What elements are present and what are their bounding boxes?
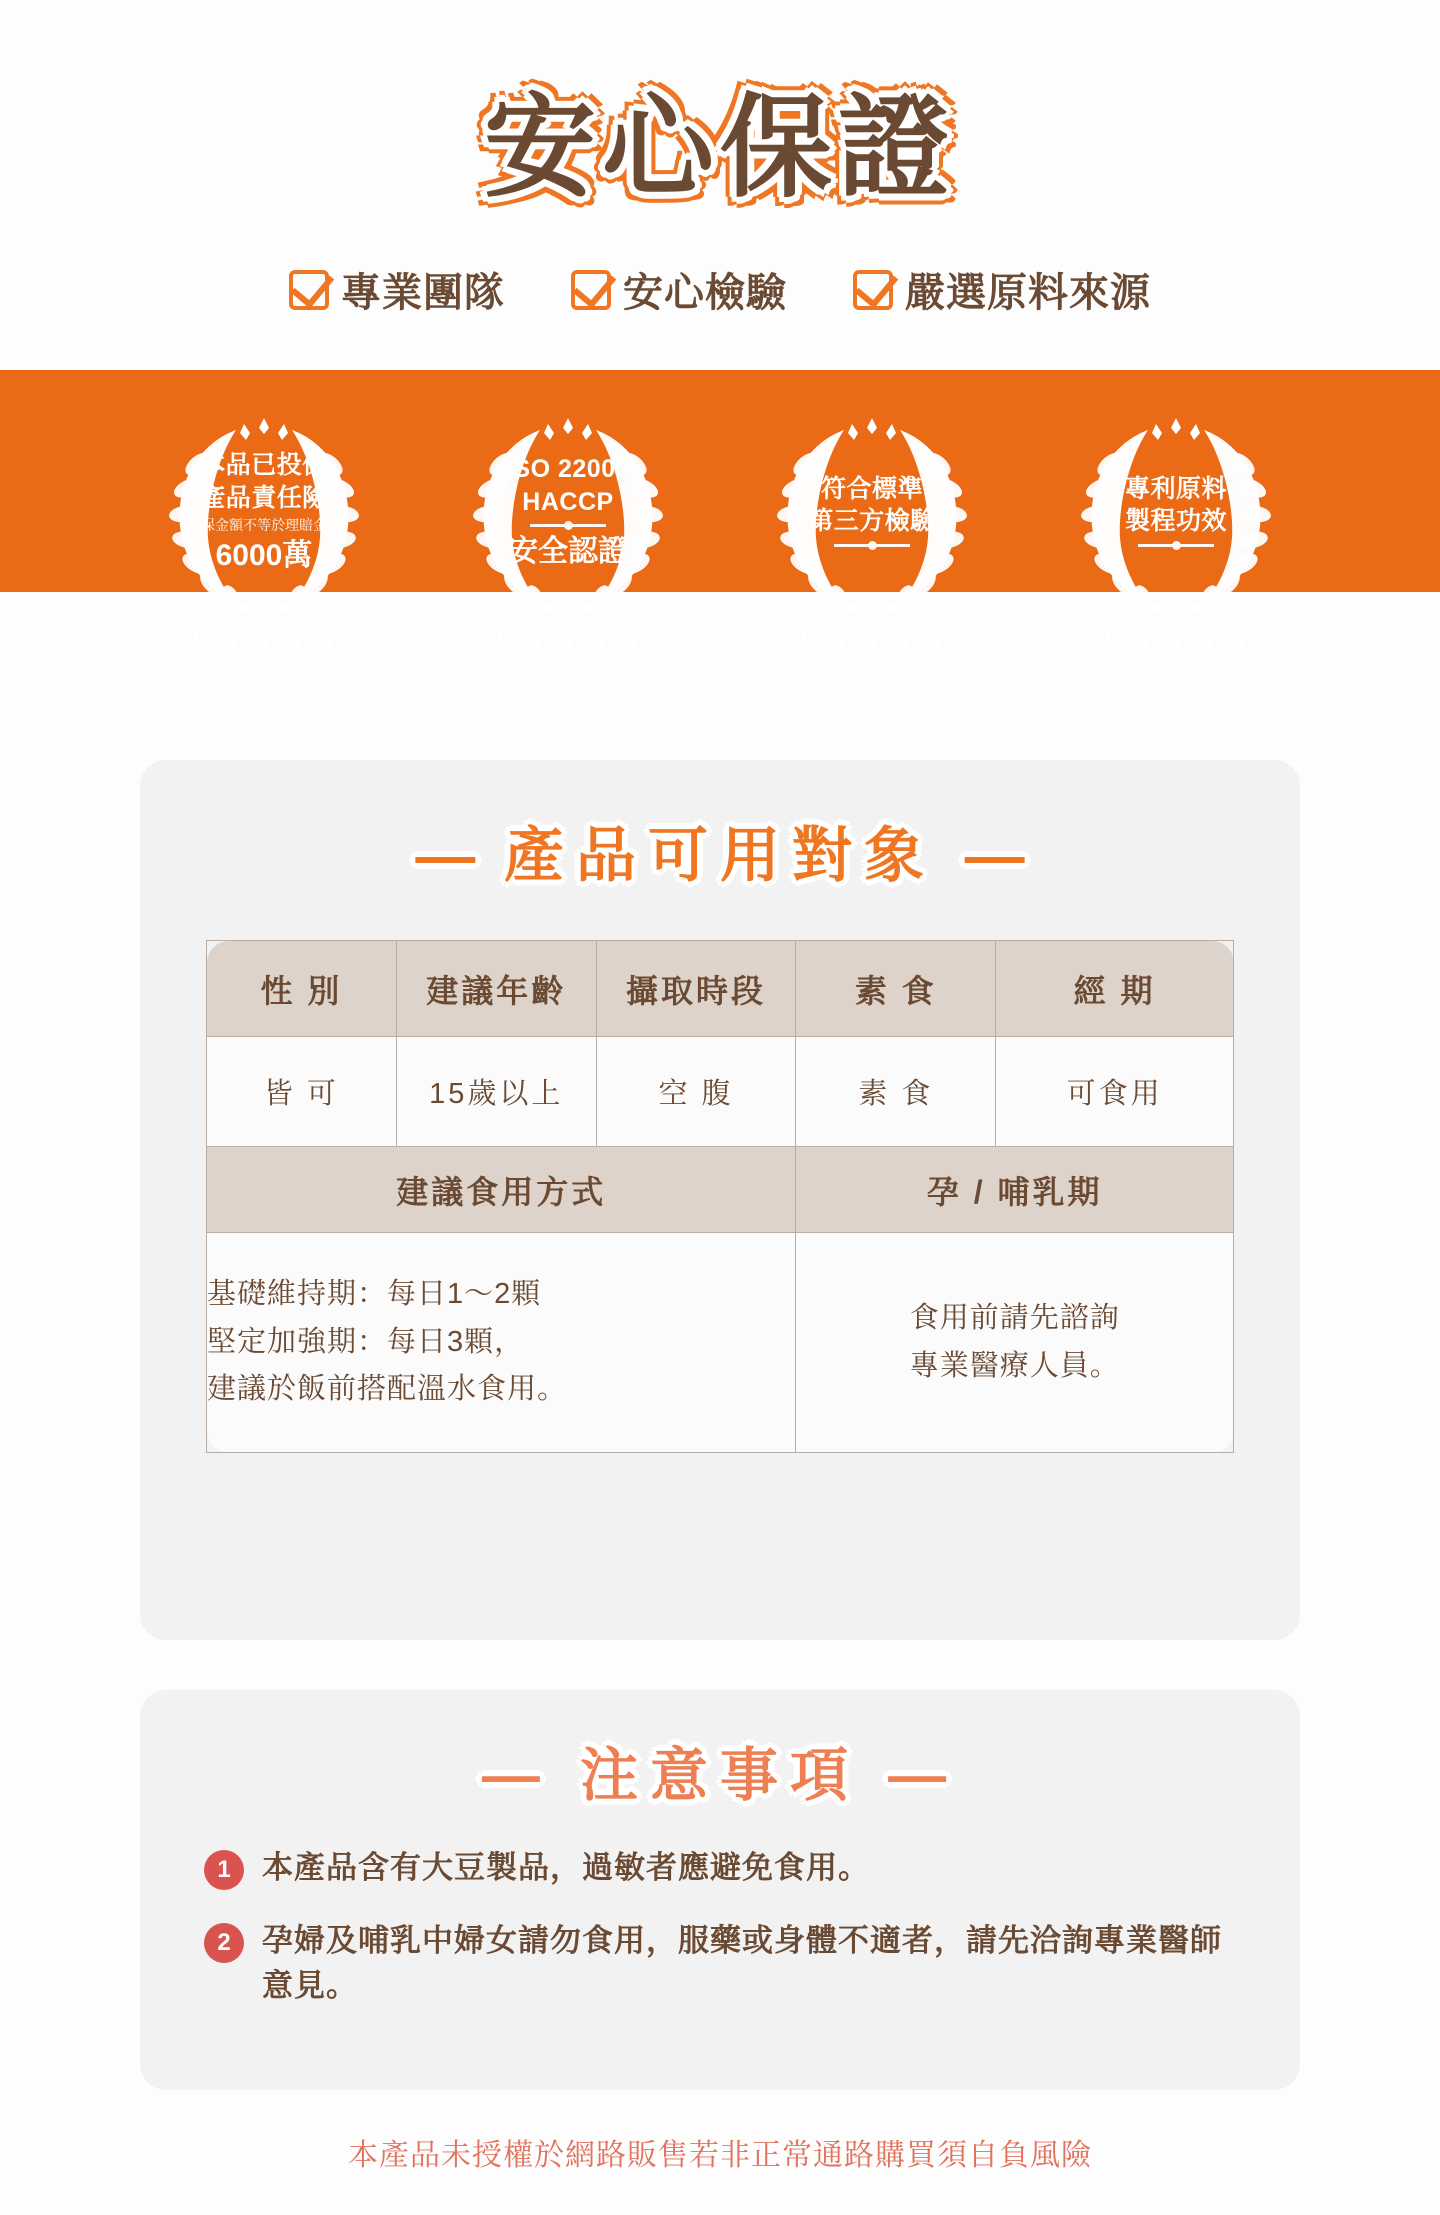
title-dash-left: — — [481, 1743, 552, 1808]
usage-line: 建議於飯前搭配溫水食用。 — [207, 1373, 568, 1406]
notice-number-badge: 2 — [204, 1923, 244, 1963]
notice-list — [140, 1846, 1300, 2009]
check-label: 專業團隊 — [341, 271, 505, 315]
badge-text — [1086, 473, 1266, 552]
star-rating: ★★★★★ — [790, 624, 954, 659]
badge-insurance — [128, 402, 400, 660]
list-item — [204, 1846, 1236, 1891]
divider — [530, 524, 606, 527]
badge-text — [174, 449, 354, 574]
header-section — [0, 0, 1440, 318]
star-rating: ★★★★★ — [1094, 624, 1258, 659]
table-cell: 可食用 — [996, 1037, 1234, 1147]
title-dash-right: — — [964, 822, 1025, 889]
table-row — [207, 1037, 1234, 1147]
product-target-table — [206, 940, 1234, 1453]
usage-cell — [207, 1233, 796, 1453]
pregnancy-cell — [796, 1233, 1234, 1453]
badge-line1: ISO 22000 — [505, 455, 631, 483]
badge-small: 投保金額不等於理賠金額 — [187, 517, 341, 534]
usage-line: 堅定加強期：每日3顆， — [207, 1325, 525, 1358]
table-header-cell: 性 別 — [207, 941, 397, 1037]
table-header-cell: 素 食 — [796, 941, 996, 1037]
badge-patent — [1040, 402, 1312, 660]
table-cell: 15歲以上 — [396, 1037, 596, 1147]
divider — [1138, 544, 1214, 547]
table-cell: 素 食 — [796, 1037, 996, 1147]
pregnancy-line: 食用前請先諮詢 — [909, 1301, 1120, 1334]
badge-line2: 產品責任險 — [200, 483, 328, 512]
notice-title — [140, 1690, 1300, 1812]
badge-text — [478, 453, 658, 571]
check-icon — [289, 270, 329, 310]
wreath-icon — [440, 402, 696, 622]
star-rating: ★★★★★ — [182, 624, 346, 659]
table-subheader-cell: 孕 / 哺乳期 — [796, 1147, 1234, 1233]
title-text: 產品可用對象 — [504, 822, 936, 889]
title-dash-right: — — [888, 1743, 959, 1808]
badge-line1: 符合標準 — [820, 474, 923, 503]
table-row-header — [207, 941, 1234, 1037]
table-cell: 皆 可 — [207, 1037, 397, 1147]
wreath-icon — [1048, 402, 1304, 622]
notice-text: 孕婦及哺乳中婦女請勿食用，服藥或身體不適者，請先洽詢專業醫師意見。 — [262, 1922, 1222, 2003]
table-subheader-cell: 建議食用方式 — [207, 1147, 796, 1233]
table-header-cell: 建議年齡 — [396, 941, 596, 1037]
check-icon — [571, 270, 611, 310]
notice-card — [140, 1690, 1300, 2090]
wreath-icon — [136, 402, 392, 622]
badge-line1: 本品已投保 — [200, 451, 328, 480]
check-label: 安心檢驗 — [623, 271, 787, 315]
check-icon — [853, 270, 893, 310]
notice-text: 本產品含有大豆製品，過敏者應避免食用。 — [262, 1850, 870, 1885]
table-header-cell: 經 期 — [996, 941, 1234, 1037]
table-row-note — [207, 1233, 1234, 1453]
table-cell: 空 腹 — [596, 1037, 796, 1147]
check-list — [0, 261, 1440, 318]
title-text: 注意事項 — [579, 1743, 860, 1808]
check-item-2 — [853, 261, 1151, 318]
badge-line2: 製程功效 — [1124, 507, 1227, 535]
card-title — [140, 760, 1300, 894]
badge-text — [782, 473, 962, 552]
star-rating: ★★★★★ — [486, 624, 650, 659]
badge-iso — [432, 402, 704, 660]
badge-line2: HACCP — [522, 487, 614, 516]
usage-line: 基礎維持期：每日1～2顆 — [207, 1277, 542, 1310]
list-item — [204, 1919, 1236, 2009]
footer-note: 本產品未授權於網路販售若非正常通路購買須自負風險 — [348, 2139, 1092, 2172]
divider — [834, 544, 910, 547]
check-label: 嚴選原料來源 — [905, 271, 1151, 315]
product-target-card — [140, 760, 1300, 1640]
badge-thirdparty — [736, 402, 1008, 660]
wreath-icon — [744, 402, 1000, 622]
table-row-subheader — [207, 1147, 1234, 1233]
badge-line2: 第三方檢驗 — [808, 507, 936, 535]
badge-big: 6000萬 — [215, 538, 313, 572]
notice-number-badge: 1 — [204, 1850, 244, 1890]
table-header-cell: 攝取時段 — [596, 941, 796, 1037]
badge-row — [0, 402, 1440, 660]
title-dash-left: — — [415, 822, 476, 889]
badge-line1: 專利原料 — [1124, 474, 1227, 503]
check-item-0 — [289, 261, 505, 318]
check-item-1 — [571, 261, 787, 318]
badge-big: 安全認證 — [508, 535, 628, 568]
page-title: 安心保證 — [484, 85, 956, 210]
pregnancy-line: 專業醫療人員。 — [909, 1349, 1120, 1382]
